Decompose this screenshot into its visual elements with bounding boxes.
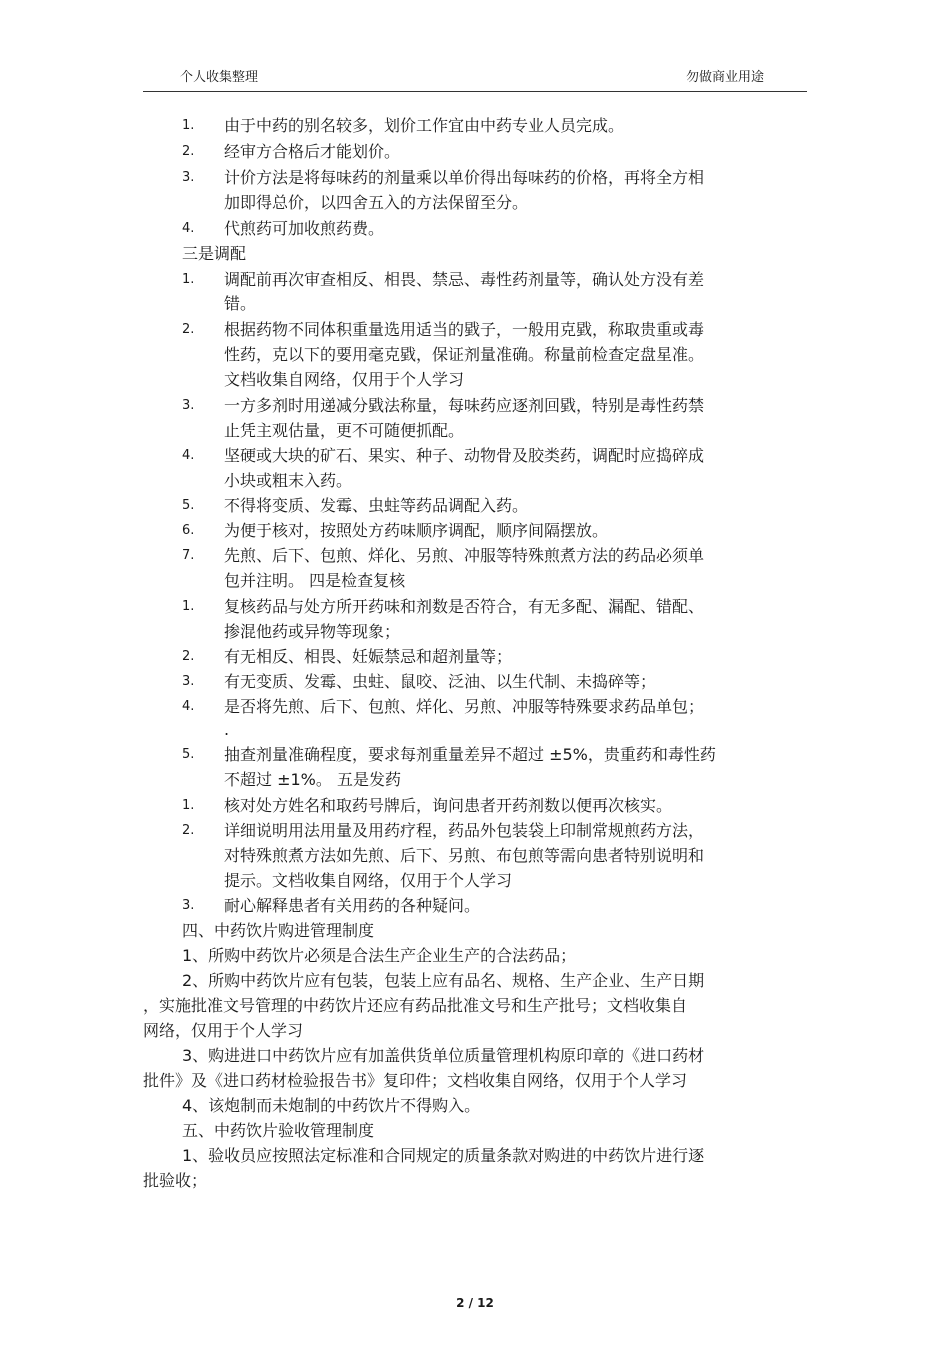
list-item-number: 3.: [182, 170, 195, 185]
list-item-number: 2.: [182, 322, 195, 337]
list-item-number: 2.: [182, 823, 195, 838]
header-left-text: 个人收集整理: [180, 70, 259, 85]
list-item-continuation: 掺混他药或异物等现象；: [224, 622, 401, 641]
list-item-text: 由于中药的别名较多，划价工作宜由中药专业人员完成。: [224, 116, 625, 135]
paragraph-line: 1、验收员应按照法定标准和合同规定的质量条款对购进的中药饮片进行逐: [182, 1146, 705, 1165]
list-item-text: 经审方合格后才能划价。: [224, 142, 401, 161]
list-item-text: 不得将变质、发霉、虫蛀等药品调配入药。: [224, 496, 529, 515]
list-item-continuation: 包并注明。 四是检查复核: [224, 571, 406, 590]
list-item-number: 5.: [182, 747, 195, 762]
list-item-text: 有无相反、相畏、妊娠禁忌和超剂量等；: [224, 647, 513, 666]
list-item-number: 4.: [182, 699, 195, 714]
section-heading: 四、中药饮片购进管理制度: [182, 921, 375, 940]
page-number: 2 / 12: [456, 1296, 494, 1310]
list-item-text: 是否将先煎、后下、包煎、烊化、另煎、冲服等特殊要求药品单包；: [224, 697, 705, 716]
list-item-number: 3.: [182, 674, 195, 689]
list-item-number: 4.: [182, 448, 195, 463]
list-item-continuation: .: [224, 720, 230, 739]
list-item-number: 7.: [182, 548, 195, 563]
list-item-continuation: 对特殊煎煮方法如先煎、后下、另煎、布包煎等需向患者特别说明和: [224, 846, 705, 865]
list-item-text: 为便于核对，按照处方药味顺序调配，顺序间隔摆放。: [224, 521, 609, 540]
list-item-number: 1.: [182, 272, 195, 287]
list-item-number: 2.: [182, 144, 195, 159]
paragraph-line: 2、所购中药饮片应有包装，包装上应有品名、规格、生产企业、生产日期: [182, 971, 705, 990]
list-item-continuation: 提示。文档收集自网络，仅用于个人学习: [224, 871, 513, 890]
list-item-text: 详细说明用法用量及用药疗程，药品外包装袋上印制常规煎药方法，: [224, 821, 705, 840]
list-item-continuation: 错。: [224, 294, 257, 313]
list-item-text: 坚硬或大块的矿石、果实、种子、动物骨及胶类药，调配时应捣碎成: [224, 446, 705, 465]
list-item-text: 抽查剂量准确程度，要求每剂重量差异不超过 ±5%，贵重药和毒性药: [224, 745, 716, 764]
list-item-number: 3.: [182, 398, 195, 413]
section-heading: 三是调配: [182, 244, 247, 263]
list-item-number: 2.: [182, 649, 195, 664]
paragraph-line: ，实施批准文号管理的中药饮片还应有药品批准文号和生产批号；文档收集自: [143, 996, 688, 1015]
list-item-continuation: 小块或粗末入药。: [224, 471, 353, 490]
list-item-text: 一方多剂时用递减分戥法称量，每味药应逐剂回戥，特别是毒性药禁: [224, 396, 705, 415]
paragraph-line: 1、所购中药饮片必须是合法生产企业生产的合法药品；: [182, 946, 577, 965]
list-item-continuation: 不超过 ±1%。 五是发药: [224, 770, 401, 789]
list-item-number: 6.: [182, 523, 195, 538]
header-right-text: 勿做商业用途: [685, 70, 764, 85]
list-item-number: 1.: [182, 798, 195, 813]
paragraph-line: 3、购进进口中药饮片应有加盖供货单位质量管理机构原印章的《进口药材: [182, 1046, 705, 1065]
paragraph-line: 批件》及《进口药材检验报告书》复印件；文档收集自网络，仅用于个人学习: [143, 1071, 688, 1090]
list-item-continuation: 止凭主观估量，更不可随便抓配。: [224, 421, 465, 440]
list-item-continuation: 加即得总价，以四舍五入的方法保留至分。: [224, 193, 529, 212]
list-item-text: 核对处方姓名和取药号牌后，询问患者开药剂数以便再次核实。: [224, 796, 673, 815]
header-divider: [143, 91, 807, 92]
paragraph-line: 批验收；: [143, 1171, 208, 1190]
list-item-continuation: 文档收集自网络，仅用于个人学习: [224, 370, 465, 389]
paragraph-line: 4、该炮制而未炮制的中药饮片不得购入。: [182, 1096, 481, 1115]
paragraph-line: 网络，仅用于个人学习: [143, 1021, 304, 1040]
list-item-text: 耐心解释患者有关用药的各种疑问。: [224, 896, 481, 915]
list-item-continuation: 性药，克以下的要用毫克戥，保证剂量准确。称量前检查定盘星准。: [224, 345, 705, 364]
list-item-text: 有无变质、发霉、虫蛀、鼠咬、泛油、以生代制、未捣碎等；: [224, 672, 657, 691]
list-item-number: 4.: [182, 221, 195, 236]
list-item-text: 计价方法是将每味药的剂量乘以单价得出每味药的价格，再将全方相: [224, 168, 705, 187]
list-item-text: 代煎药可加收煎药费。: [224, 219, 385, 238]
list-item-text: 调配前再次审查相反、相畏、禁忌、毒性药剂量等，确认处方没有差: [224, 270, 705, 289]
list-item-text: 先煎、后下、包煎、烊化、另煎、冲服等特殊煎煮方法的药品必须单: [224, 546, 705, 565]
list-item-number: 1.: [182, 599, 195, 614]
list-item-number: 3.: [182, 898, 195, 913]
list-item-number: 5.: [182, 498, 195, 513]
list-item-text: 复核药品与处方所开药味和剂数是否符合，有无多配、漏配、错配、: [224, 597, 705, 616]
list-item-text: 根据药物不同体积重量选用适当的戥子，一般用克戥，称取贵重或毒: [224, 320, 705, 339]
section-heading: 五、中药饮片验收管理制度: [182, 1121, 375, 1140]
list-item-number: 1.: [182, 118, 195, 133]
